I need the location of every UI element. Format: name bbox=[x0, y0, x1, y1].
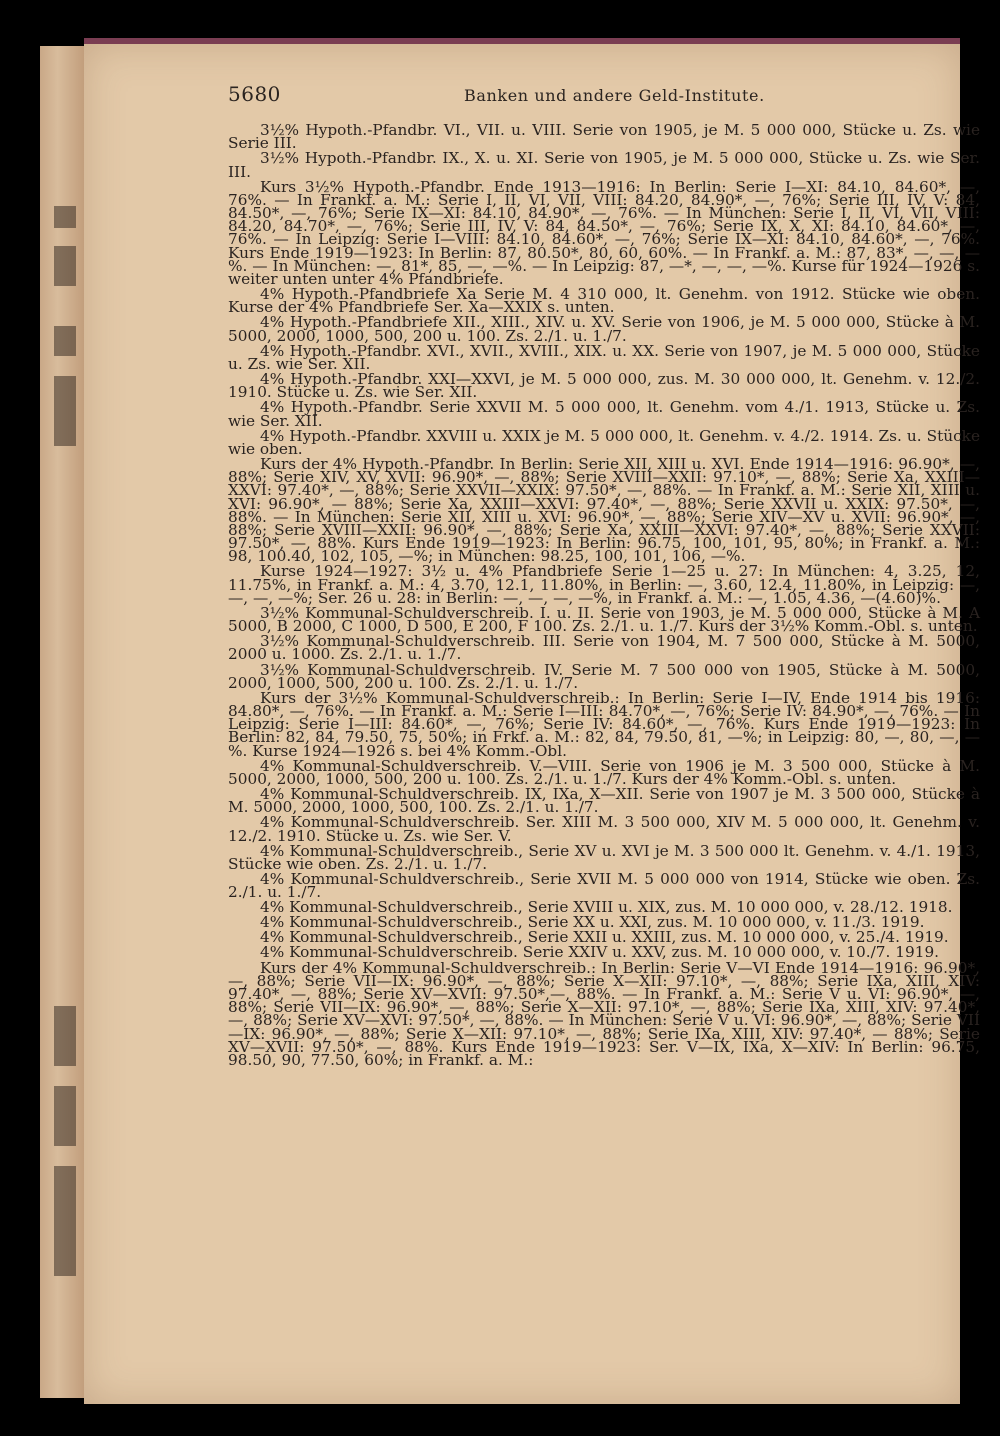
paragraph: Kurs 3½% Hypoth.-Pfandbr. Ende 1913—1916: In Berlin: Serie I—XI: 84.10, 84.60*, —, 76%. — In Frankf. a. M.: Serie I, II, VI, VII, VIII: 84.20, 84.90*, —, 76%; Serie III, IV, V: 84, 84.50*, —, 76%; Serie IX—XI: 84.10, 84.90*, —, 76%. — In München: Serie I, II, VI, VII, VIII: 84.20, 84.70*, —, 76%; Serie III, IV, V: 84, 84.50*, —, 76%; Serie IX, X, XI: 84.10, 84.60*, —, 76%. — In Leipzig: Serie I—VIII: 84.10, 84.60*, —, 76%; Serie IX—XI: 84.10, 84.60*, —, 76%. Kurs Ende 1919—1923: In Berlin: 87, 80.50*, 80, 60, 60%. — In Frankf. a. M.: 87, 83*, —, —, —%. — In München: —, 81*, 85, —, —%. — In Leipzig: 87, —*, —, —, —%. Kurse für 1924—1926 s. weiter unten unter 4% Pfandbriefe. bbox=[228, 177, 980, 289]
paragraph: 4% Kommunal-Schuldverschreib. Serie XXIV u. XXV, zus. M. 10 000 000, v. 10./7. 1919. bbox=[260, 943, 940, 962]
paragraph: 4% Kommunal-Schuldverschreib., Serie XV u. XVI je M. 3 500 000 lt. Genehm. v. 4./1. 1913, Stücke wie oben. Zs. 2./1. u. 1./7. bbox=[228, 841, 980, 873]
page-edge bbox=[40, 46, 85, 1398]
paragraph: 4% Kommunal-Schuldverschreib., Serie XVII M. 5 000 000 von 1914, Stücke wie oben. Zs. 2./1. u. 1./7. bbox=[228, 869, 980, 902]
page bbox=[84, 38, 980, 1404]
paragraph: Kurs der 4% Kommunal-Schuldverschreib.: In Berlin: Serie V—VI Ende 1914—1916: 96.90*, —, 88%; Serie VII—IX: 96.90*, —, 88%; Serie X—XII: 97.10*, —, 88%; Serie IXa, XIII, XIV: 97.40*, —, 88%; Serie XV—XVII: 97.50*,—, 88%. — In Frankf. a. M.: Serie V u. VI: 96.90*, —, 88%; Serie VII—IX: 96.90*, —, 88%; Serie X—XII: 97.10*, —, 88%; Serie IXa, XIII, XIV: 97.40*, —, 88%; Serie XV—XVI: 97.50*, —, 88%. — In München: Serie V u. VI: 96.90*, —, 88%; Serie VII—IX: 96.90*, —, 88%; Serie X—XII: 97.10*, —, 88%; Serie IXa, XIII, XIV: 97.40*, — 88%; Serie XV—XVII: 97.50*, —, 88%. Kurs Ende 1919—1923: Ser. V—IX, IXa, X—XIV: In Berlin: 96.75, 98.50, 90, 77.50, 60%; in Frankf. a. M.: bbox=[228, 958, 980, 1069]
paragraph: 4% Kommunal-Schuldverschreib. V.—VIII. Serie von 1906 je M. 3 500 000, Stücke à M. 5000, 2000, 1000, 500, 200 u. 100. Zs. 2./1. u. 1./7. Kurs der 4% Komm.-Obl. s. unten. bbox=[228, 756, 980, 788]
page-body bbox=[228, 121, 980, 1069]
paragraph: 4% Hypoth.-Pfandbriefe Xa Serie M. 4 310 000, lt. Genehm. von 1912. Stücke wie oben. Kurse der 4% Pfandbriefe Ser. Xa—XXIX s. unten. bbox=[228, 285, 980, 317]
paragraph: 3½% Kommunal-Schuldverschreib. IV. Serie M. 7 500 000 von 1905, Stücke à M. 5000, 2000, 1000, 500, 200 u. 100. Zs. 2./1. u. 1./7. bbox=[228, 660, 980, 692]
paragraph: 4% Kommunal-Schuldverschreib., Serie XX u. XXI, zus. M. 10 000 000, v. 11./3. 1919. bbox=[260, 913, 925, 932]
edge-mark bbox=[54, 326, 76, 356]
page-header bbox=[228, 82, 940, 112]
paragraph: Kurs der 3½% Kommunal-Schuldverschreib.: In Berlin: Serie I—IV, Ende 1914 bis 1916: 84.80*, —, 76%. — In Frankf. a. M.: Serie I—III: 84.70*, —, 76%; Serie IV: 84.90*, —, 76%. — In Leipzig: Serie I—III: 84.60*, —, 76%; Serie IV: 84.60*, —, 76%. Kurs Ende 1919—1923: In Berlin: 82, 84, 79.50, 75, 50%; in Frkf. a. M.: 82, 84, 79.50, 81, —%; in Leipzig: 80, —, 80, —, —%. Kurse 1924—1926 s. bei 4% Komm.-Obl. bbox=[228, 688, 980, 760]
paragraph: 4% Hypoth.-Pfandbr. XXI—XXVI, je M. 5 000 000, zus. M. 30 000 000, lt. Genehm. v. 12./2. 1910. Stücke u. Zs. wie Ser. XII. bbox=[228, 370, 980, 402]
edge-mark bbox=[54, 1086, 76, 1146]
paragraph: 4% Hypoth.-Pfandbr. XXVIII u. XXIX je M. 5 000 000, lt. Genehm. v. 4./2. 1914. Zs. u. Stücke wie oben. bbox=[228, 426, 980, 458]
book bbox=[40, 38, 980, 1398]
edge-mark bbox=[54, 246, 76, 286]
edge-mark bbox=[54, 1166, 76, 1276]
paragraph: 4% Hypoth.-Pfandbr. XVI., XVII., XVIII., XIX. u. XX. Serie von 1907, je M. 5 000 000, Stücke u. Zs. wie Ser. XII. bbox=[228, 341, 980, 373]
paragraph: Kurs der 4% Hypoth.-Pfandbr. In Berlin: Serie XII, XIII u. XVI. Ende 1914—1916: 96.90*, —, 88%; Serie XIV, XV, XVII: 96.90*, —, 88%; Serie XVIII—XXII: 97.10*, —, 88%; Serie Xa, XXIII—XXVI: 97.40*, —, 88%; Serie XXVII—XXIX: 97.50*, —, 88%. — In Frankf. a. M.: Serie XII, XIII u. XVI: 96.90*, — 88%; Serie Xa, XXIII—XXVI: 97.40*, —, 88%; Serie XXVII u. XXIX: 97.50*, —, 88%. — In München: Serie XII, XIII u. XVI: 96.90*, —, 88%; Serie XIV—XV u. XVII: 96.90*, —, 88%; Serie XVIII—XXII: 96.90*, —, 88%; Serie Xa, XXIII—XXVI: 97.40*, —, 88%; Serie XXVII: 97.50*, —, 88%. Kurs Ende 1919—1923: In Berlin: 96.75, 100, 101, 95, 80%; in Frankf. a. M.: 98, 100.40, 102, 105, —%; in München: 98.25, 100, 101, 106, —%. bbox=[228, 454, 980, 566]
paragraph: 4% Kommunal-Schuldverschreib. IX, IXa, X—XII. Serie von 1907 je M. 3 500 000, Stücke à M. 5000, 2000, 1000, 500, 100. Zs. 2./1. u. 1./7. bbox=[228, 785, 980, 817]
paragraph: 3½% Hypoth.-Pfandbr. IX., X. u. XI. Serie von 1905, je M. 5 000 000, Stücke u. Zs. wie Ser. III. bbox=[228, 149, 980, 181]
paragraph: 3½% Kommunal-Schuldverschreib. III. Serie von 1904, M. 7 500 000, Stücke à M. 5000, 2000 u. 1000. Zs. 2./1. u. 1./7. bbox=[228, 632, 980, 664]
running-title: Banken und andere Geld-Institute. bbox=[464, 86, 765, 105]
paragraph: 4% Kommunal-Schuldverschreib. Ser. XIII M. 3 500 000, XIV M. 5 000 000, lt. Genehm. v. 12./2. 1910. Stücke u. Zs. wie Ser. V. bbox=[228, 813, 980, 845]
page-number: 5680 bbox=[228, 82, 281, 106]
paragraph: 4% Kommunal-Schuldverschreib., Serie XVIII u. XIX, zus. M. 10 000 000, v. 28./12. 1918. bbox=[260, 898, 953, 917]
edge-mark bbox=[54, 376, 76, 446]
edge-mark bbox=[54, 1006, 76, 1066]
paragraph: 4% Hypoth.-Pfandbr. Serie XXVII M. 5 000 000, lt. Genehm. vom 4./1. 1913, Stücke u. Zs. wie Ser. XII. bbox=[228, 398, 980, 430]
paragraph: 4% Kommunal-Schuldverschreib., Serie XXII u. XXIII, zus. M. 10 000 000, v. 25./4. 1919. bbox=[260, 928, 949, 947]
paragraph: 4% Hypoth.-Pfandbriefe XII., XIII., XIV. u. XV. Serie von 1906, je M. 5 000 000, Stücke à M. 5000, 2000, 1000, 500, 200 u. 100. Zs. 2./1. u. 1./7. bbox=[228, 313, 980, 345]
paragraph: 3½% Hypoth.-Pfandbr. VI., VII. u. VIII. Serie von 1905, je M. 5 000 000, Stücke u. Zs. wie Serie III. bbox=[228, 121, 980, 153]
edge-mark bbox=[54, 206, 76, 228]
paragraph: Kurse 1924—1927: 3½ u. 4% Pfandbriefe Serie 1—25 u. 27: In München: 4, 3.25, 12, 11.75%, in Frankf. a. M.: 4, 3.70, 12.1, 11.80%, in Berlin: —, 3.60, 12.4, 11.80%, in Leipzig: —, —, —, —%; Ser. 26 u. 28: in Berlin: —, —, —, —%, in Frankf. a. M.: —, 1.05, 4.36, —(4.60)%. bbox=[228, 562, 980, 607]
paragraph: 3½% Kommunal-Schuldverschreib. I. u. II. Serie von 1903, je M. 5 000 000, Stücke à M. A 5000, B 2000, C 1000, D 500, E 200, F 100. Zs. 2./1. u. 1./7. Kurs der 3½% Komm.-Obl. s. unten. bbox=[228, 603, 980, 636]
